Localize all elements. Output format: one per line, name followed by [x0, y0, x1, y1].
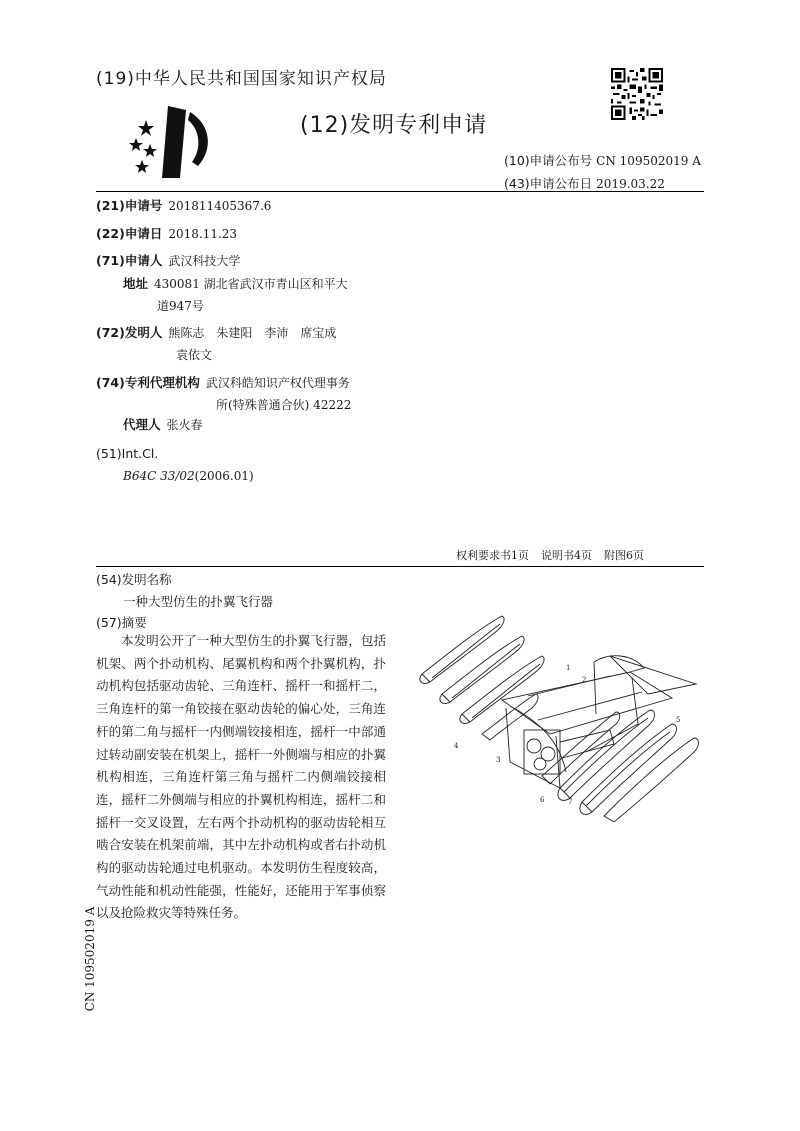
ipc-code: B64C 33/02 [123, 469, 195, 483]
agency-row [96, 371, 350, 395]
abstract-text: 本发明公开了一种大型仿生的扑翼飞行器，包括机架、两个扑动机构、尾翼机构和两个扑翼机构，扑动机构包括驱动齿轮、三角连杆、摇杆一和摇杆二，三角连杆的第一角铰接在驱动齿轮的偏心处，三角连杆的第二角与摇杆一内侧端铰接相连，摇杆一中部通过转动副安装在机架上，摇杆一外侧端与相应的扑翼机构相连，三角连杆第三角与摇杆二内侧端铰接相连，摇杆二外侧端与相应的扑翼机构相连，摇杆二和摇杆一交叉设置，左右两个扑动机构的驱动齿轮相互啮合安装在机架前端，其中左扑动机构或者右扑动机构的驱动齿轮通过电机驱动。本发明仿生程度较高，气动性能和机动性能强，性能好，还能用于军事侦察以及抢险救灾等特殊任务。 [96, 633, 386, 921]
drawing-label-3: 3 [496, 756, 501, 764]
title-label: (54)发明名称 [96, 572, 172, 587]
right-wing-lower [542, 710, 699, 822]
invention-title: 一种大型仿生的扑翼飞行器 [123, 594, 274, 609]
application-number-row [96, 194, 271, 218]
ipc-label: (51)Int.Cl. [96, 446, 159, 461]
address-line-1: 430081 湖北省武汉市青山区和平大 [154, 277, 348, 291]
ornithopter-drawing [410, 612, 710, 822]
publication-number: CN 109502019 A [596, 154, 701, 168]
applicant-row [96, 249, 240, 273]
drawing-label-7: 7 [568, 798, 573, 806]
description-pages: 说明书4页 [541, 549, 592, 562]
inventors-label: (72)发明人 [96, 325, 163, 340]
side-publication-code-text: CN 109502019 A [83, 906, 97, 1012]
address-label: 地址 [123, 276, 149, 291]
side-publication-code [78, 900, 97, 1020]
agent-label: 代理人 [123, 417, 161, 432]
drawing-label-5: 5 [676, 716, 681, 724]
drawing-label-2: 2 [582, 676, 587, 684]
address-line-2: 道947号 [157, 299, 204, 313]
ipc-classification [123, 465, 254, 488]
applicant: 武汉科技大学 [168, 254, 241, 268]
page-counts [456, 547, 656, 563]
drawing-label-6: 6 [540, 796, 545, 804]
inventors-line-1: 熊陈志 朱建阳 李沛 席宝成 [168, 326, 337, 340]
drawing-label-1: 1 [566, 664, 571, 672]
drawings-pages: 附图6页 [604, 549, 644, 562]
application-date: 2018.11.23 [168, 227, 238, 241]
agency-line-1: 武汉科皓知识产权代理事务 [205, 376, 350, 390]
agent-row [123, 413, 203, 437]
application-date-row [96, 222, 237, 246]
drawing-label-4: 4 [454, 742, 459, 750]
agent: 张火春 [166, 418, 203, 432]
body-divider [96, 566, 704, 567]
application-date-label: (22)申请日 [96, 226, 163, 241]
ipc-version: (2006.01) [194, 469, 254, 483]
address-row [123, 272, 348, 296]
inventors-line-2: 袁依文 [176, 348, 213, 362]
cnipa-logo [128, 102, 218, 180]
agency-line-2: 所(特殊普通合伙) 42222 [216, 398, 352, 412]
publication-date-row [504, 174, 665, 192]
left-wing-upper [420, 616, 544, 740]
publication-date: 2019.03.22 [596, 177, 665, 191]
patent-office-name: (19)中华人民共和国国家知识产权局 [96, 69, 387, 89]
applicant-label: (71)申请人 [96, 253, 163, 268]
application-number-label: (21)申请号 [96, 198, 163, 213]
claims-pages: 权利要求书1页 [456, 549, 529, 562]
qr-code-icon [611, 68, 663, 120]
publication-date-label: (43)申请公布日 [504, 176, 593, 191]
inventors-row [96, 321, 336, 345]
abstract-label: (57)摘要 [96, 615, 147, 630]
application-number: 201811405367.6 [168, 199, 272, 213]
header-divider [96, 191, 704, 192]
publication-number-label: (10)申请公布号 [504, 153, 593, 168]
agency-label: (74)专利代理机构 [96, 375, 200, 390]
publication-number-row [504, 151, 701, 169]
document-type: (12)发明专利申请 [300, 113, 488, 138]
